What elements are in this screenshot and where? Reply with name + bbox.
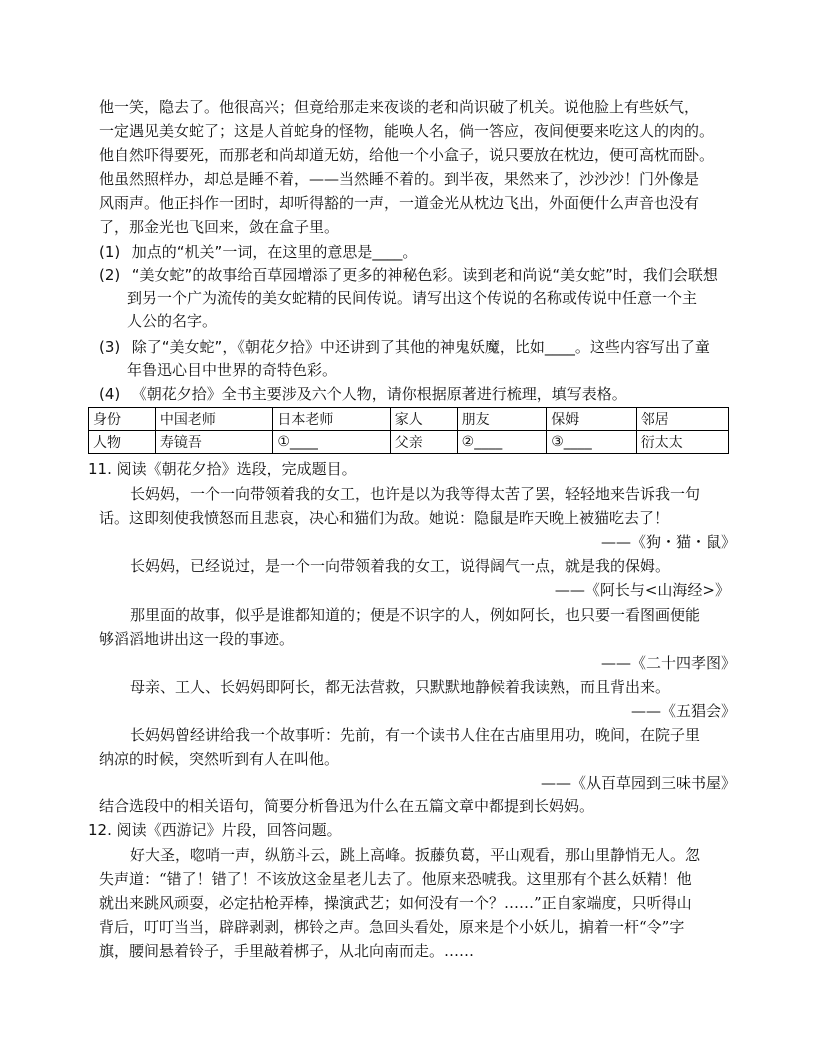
sub-question-number: (3)	[99, 338, 121, 356]
passage-line: 失声道：“错了！错了！不该放这金星老儿去了。他原来恐唬我。这里那有个甚么妖精！他	[99, 870, 692, 888]
excerpt-source: ——《狗・猫・鼠》	[600, 533, 736, 551]
sub-question-number: (4)	[99, 385, 121, 403]
passage-line: 他虽然照样办，却总是睡不着，——当然睡不着的。到半夜，果然来了，沙沙沙！门外像是	[99, 170, 700, 188]
excerpt-line: 话。这即刻使我愤怒而且悲哀，决心和猫们为敌。她说：隐鼠是昨天晚上被猫吃去了！	[99, 509, 670, 527]
excerpt-source: ——《五猖会》	[630, 702, 736, 720]
sub-question-text: 年鲁迅心目中世界的奇特色彩。	[127, 361, 338, 379]
sub-question-3	[99, 336, 710, 358]
passage-line: 风雨声。他正抖作一团时，却听得豁的一声，一道金光从枕边飞出，外面便什么声音也没有	[99, 194, 700, 212]
table-cell: 日本老师	[273, 408, 390, 431]
passage-line: 好大圣，唿哨一声，纵筋斗云，跳上高峰。扳藤负葛，平山观看，那山里静悄无人。忽	[130, 846, 701, 864]
table-cell: 邻居	[636, 408, 728, 431]
excerpt-line: 纳凉的时候，突然听到有人在叫他。	[99, 750, 340, 768]
excerpt-source: ——《二十四孝图》	[600, 654, 736, 672]
table-row	[89, 408, 729, 431]
table-row	[89, 431, 729, 454]
table-cell: 人物	[89, 431, 156, 454]
excerpt-line: 长妈妈曾经讲给我一个故事听：先前，有一个读书人住在古庙里用功，晚间，在院子里	[130, 726, 701, 744]
excerpt-line: 长妈妈，一个一向带领着我的女工，也许是以为我等得太苦了罢，轻轻地来告诉我一句	[130, 485, 701, 503]
table-cell: 中国老师	[155, 408, 272, 431]
table-cell: 保姆	[547, 408, 637, 431]
passage-line: 旗，腰间悬着铃子，手里敲着梆子，从北向南而走。……	[99, 942, 475, 960]
passage-line: 他自然吓得要死，而那老和尚却道无妨，给他一个小盒子，说只要放在枕边，便可高枕而卧。	[99, 146, 715, 164]
table-cell: 父亲	[390, 431, 457, 454]
passage-line: 就出来跳风顽耍，必定拈枪弄棒，操演武艺；如何没有一个？……”正自家端度，只听得山	[99, 894, 692, 912]
sub-question-text: 人公的名字。	[127, 312, 218, 330]
sub-question-4	[99, 383, 627, 405]
table-cell: 寿镜吾	[155, 431, 272, 454]
question-11-prompt: 结合选段中的相关语句，简要分析鲁迅为什么在五篇文章中都提到长妈妈。	[99, 797, 595, 815]
excerpt-line: 母亲、工人、长妈妈即阿长，都无法营救，只默默地静候着我读熟，而且背出来。	[130, 678, 671, 696]
excerpt-line: 够滔滔地讲出这一段的事迹。	[99, 630, 295, 648]
character-table	[88, 407, 729, 454]
excerpt-line: 长妈妈，已经说过，是一个一向带领着我的女工，说得阔气一点，就是我的保姆。	[130, 557, 671, 575]
table-cell-blank[interactable]: ③____	[547, 431, 637, 454]
passage-line: 他一笑，隐去了。他很高兴；但竟给那走来夜谈的老和尚识破了机关。说他脸上有些妖气，	[99, 98, 700, 116]
excerpt-source: ——《阿长与<山海经>》	[554, 581, 730, 599]
sub-question-text: 除了“美女蛇”，《朝花夕拾》中还讲到了其他的神鬼妖魔，比如____。这些内容写出了童	[131, 338, 710, 356]
table-cell-blank[interactable]: ②____	[457, 431, 547, 454]
passage-line: 背后，叮叮当当，辟辟剥剥，梆铃之声。急回头看处，原来是个小妖儿，掮着一杆“令”字	[99, 918, 685, 936]
table-cell: 朋友	[457, 408, 547, 431]
sub-question-text: 《朝花夕拾》全书主要涉及六个人物，请你根据原著进行梳理，填写表格。	[131, 385, 627, 403]
sub-question-number: (2)	[99, 266, 121, 284]
question-12-title: 12. 阅读《西游记》片段，回答问题。	[88, 821, 342, 839]
sub-question-number: (1)	[99, 243, 121, 261]
sub-question-1	[99, 241, 417, 263]
sub-question-2	[99, 264, 718, 286]
sub-question-text: 到另一个广为流传的美女蛇精的民间传说。请写出这个传说的名称或传说中任意一个主	[127, 289, 698, 307]
passage-line: 了，那金光也飞回来，敛在盒子里。	[99, 218, 340, 236]
sub-question-text: “美女蛇”的故事给百草园增添了更多的神秘色彩。读到老和尚说“美女蛇”时，我们会联想	[131, 266, 718, 284]
passage-line: 一定遇见美女蛇了；这是人首蛇身的怪物，能唤人名，倘一答应，夜间便要来吃这人的肉的。	[99, 122, 715, 140]
excerpt-source: ——《从百草园到三味书屋》	[540, 774, 736, 792]
table-cell: 身份	[89, 408, 156, 431]
question-11-title: 11. 阅读《朝花夕拾》选段，完成题目。	[88, 460, 357, 478]
table-cell-blank[interactable]: ①____	[273, 431, 390, 454]
table-cell: 家人	[390, 408, 457, 431]
sub-question-text: 加点的“机关”一词，在这里的意思是____。	[131, 243, 418, 261]
excerpt-line: 那里面的故事，似乎是谁都知道的；便是不识字的人，例如阿长，也只要一看图画便能	[130, 606, 701, 624]
table-cell: 衍太太	[636, 431, 728, 454]
